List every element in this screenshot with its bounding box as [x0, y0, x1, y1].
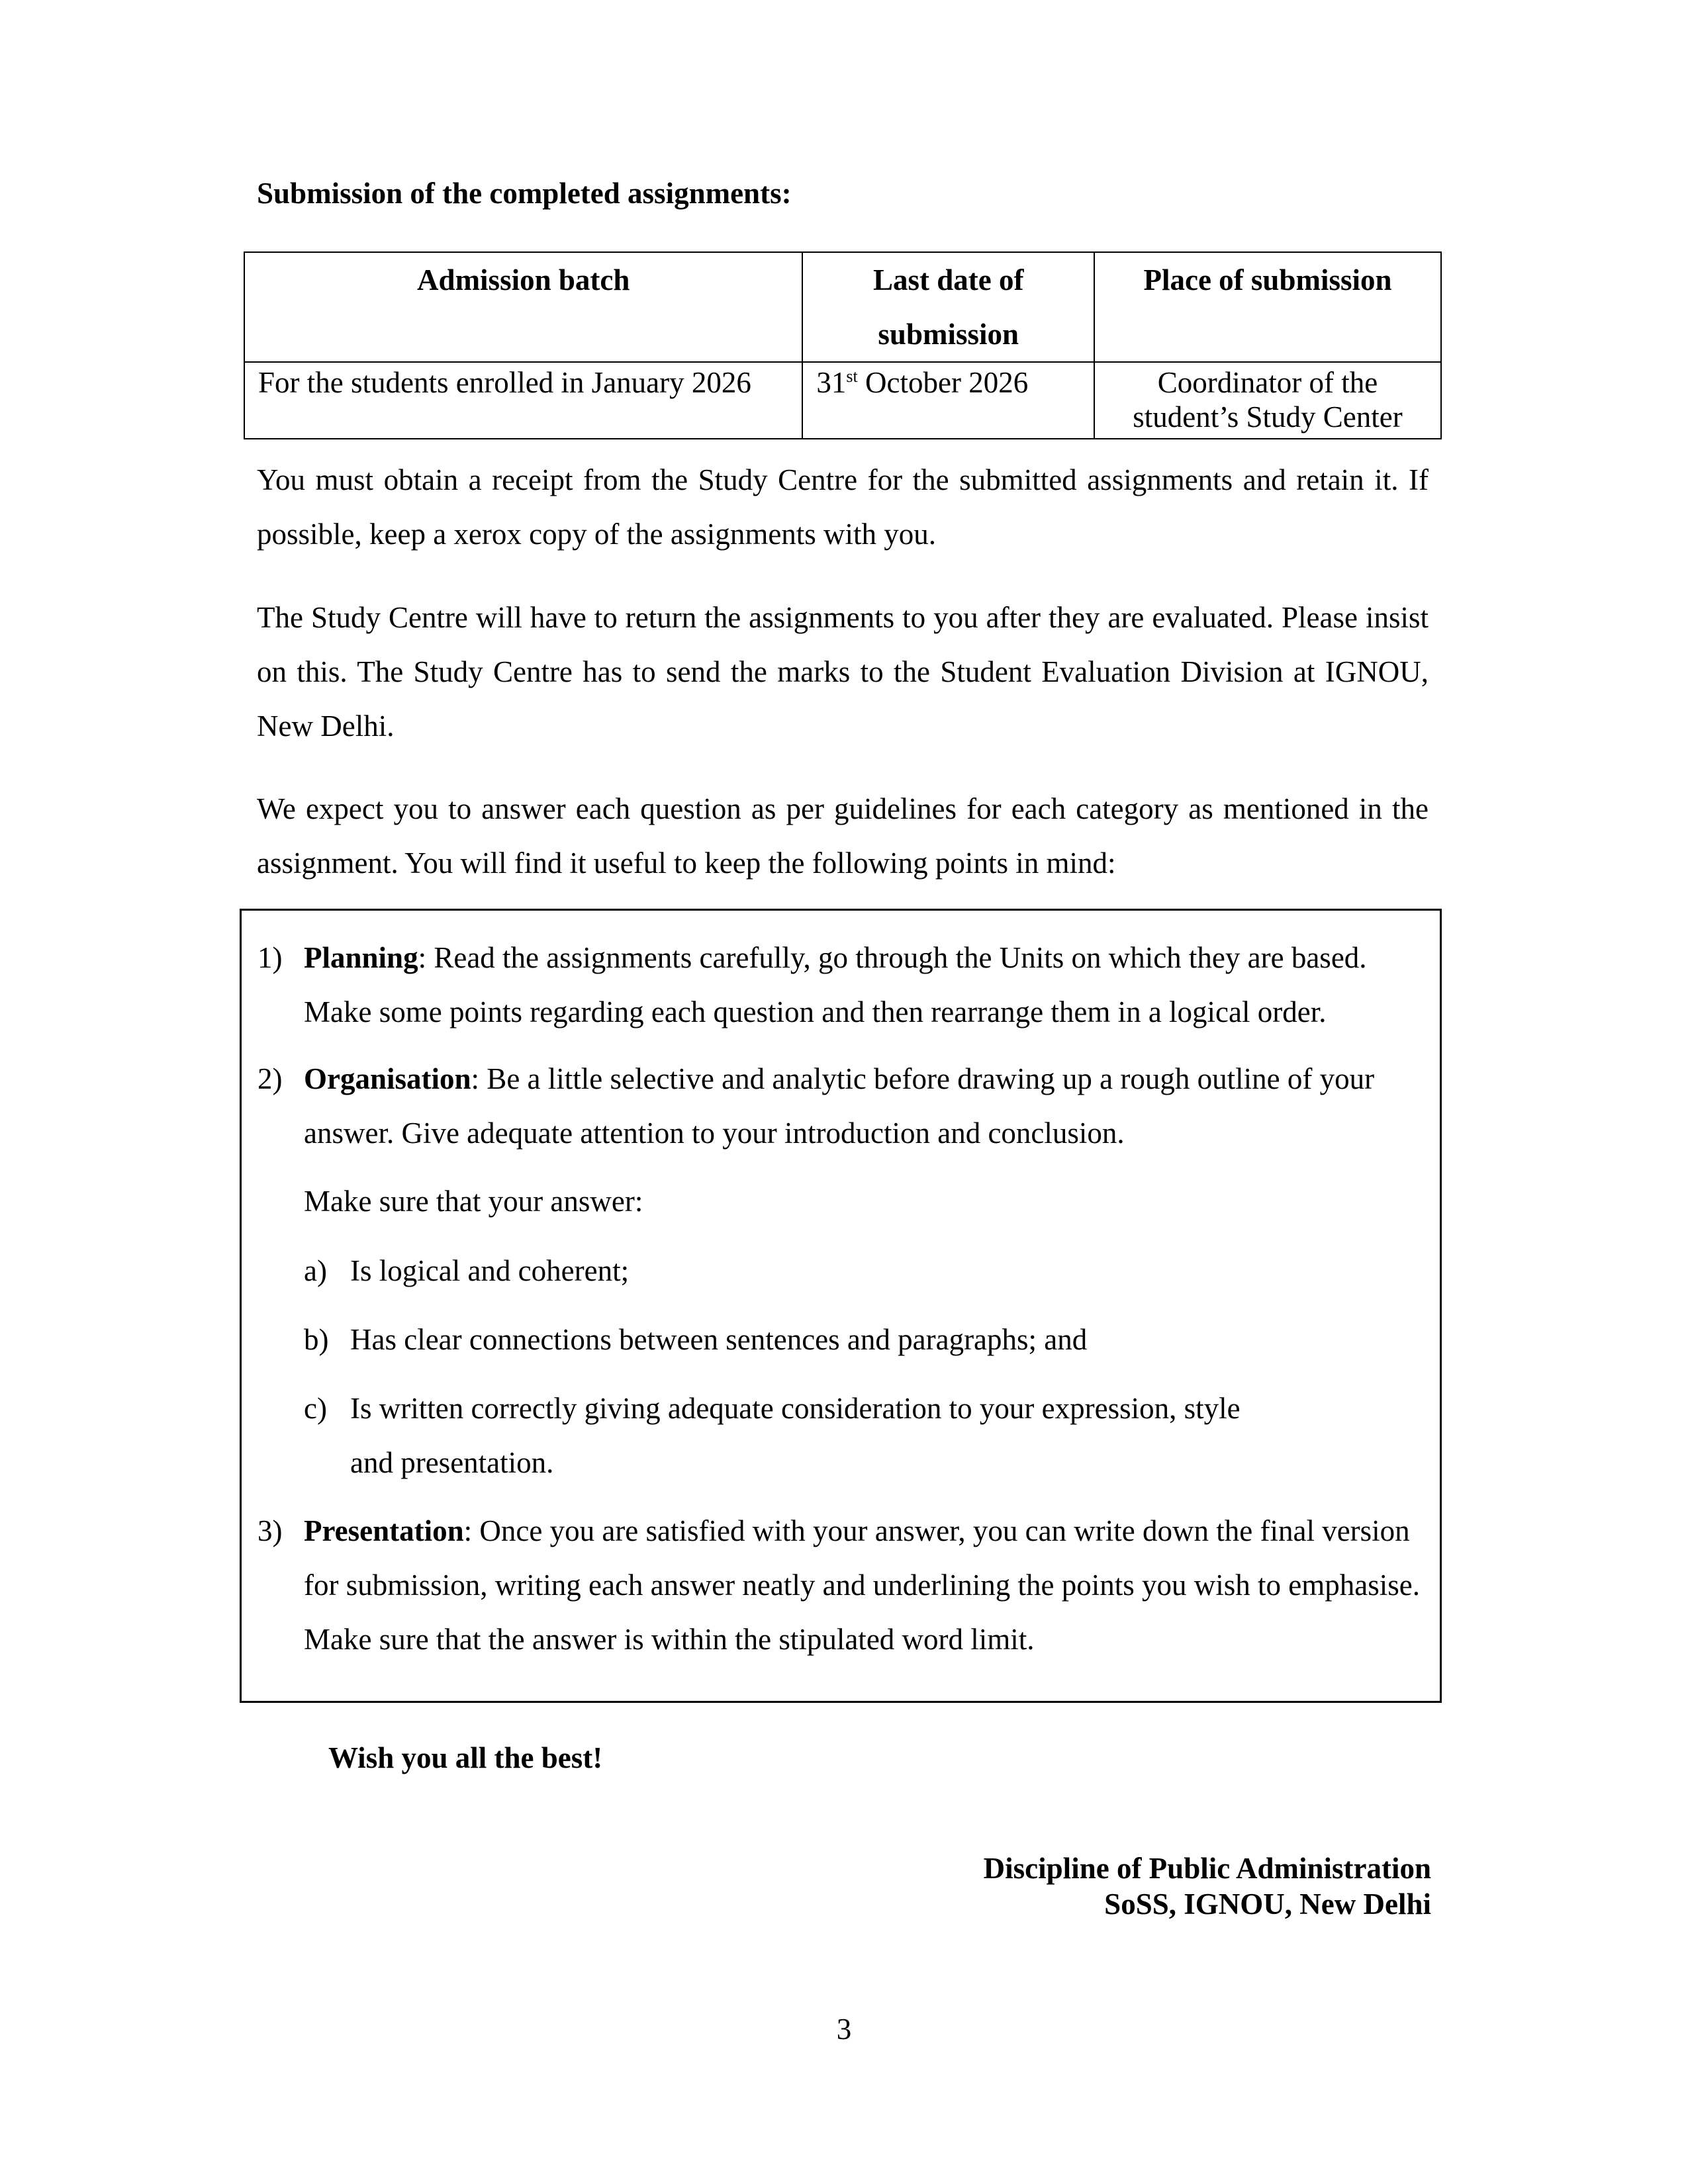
point-3-term: Presentation	[304, 1514, 464, 1547]
cell-date	[802, 362, 1094, 439]
sub-b-text: Has clear connections between sentences and paragraphs; and	[350, 1323, 1088, 1356]
table-header-row	[244, 252, 1441, 362]
sub-a-text: Is logical and coherent;	[350, 1254, 630, 1287]
guidelines-box	[240, 909, 1442, 1703]
point-3-number: 3)	[258, 1514, 283, 1547]
date-rest: October 2026	[857, 366, 1029, 399]
paragraph-receipt: You must obtain a receipt from the Study Centre for the submitted assignments and retain it. If possible, keep a xerox copy of the assignments with you.	[257, 463, 1429, 551]
signature-line-2: SoSS, IGNOU, New Delhi	[1104, 1888, 1431, 1921]
signature-line-1: Discipline of Public Administration	[983, 1852, 1431, 1885]
paragraph-expect: We expect you to answer each question as per guidelines for each category as mentioned in the assignment. You will find it useful to keep the following points in mind:	[257, 792, 1429, 880]
paragraph-return: The Study Centre will have to return the assignments to you after they are evaluated. Please insist on this. The Study Centre has to send the marks to the Student Evaluation Division at IGNOU, New Delhi.	[257, 601, 1429, 743]
point-1	[304, 931, 1423, 1039]
point-2-term: Organisation	[304, 1062, 471, 1095]
make-sure-text: Make sure that your answer:	[304, 1185, 643, 1218]
page-number: 3	[836, 2013, 852, 2046]
section-heading: Submission of the completed assignments:	[257, 177, 792, 210]
point-2	[304, 1052, 1423, 1160]
submission-table	[244, 251, 1442, 439]
point-1-text: : Read the assignments carefully, go through the Units on which they are based. Make some points regarding each question and then rearrange them in a logical order.	[304, 941, 1367, 1028]
point-3-text: : Once you are satisfied with your answer, you can write down the final version for submission, writing each answer neatly and underlining the points you wish to emphasise. Make sure that the answer is within the stipulated word limit.	[304, 1514, 1420, 1656]
point-2-text: : Be a little selective and analytic before drawing up a rough outline of your answer. Give adequate attention to your introduction and conclusion.	[304, 1062, 1375, 1150]
header-admission-batch: Admission batch	[244, 252, 802, 362]
header-place: Place of submission	[1094, 252, 1441, 362]
cell-batch: For the students enrolled in January 2026	[244, 362, 802, 439]
date-suffix: st	[846, 367, 858, 386]
sub-a-number: a)	[304, 1254, 327, 1287]
sub-c-text: Is written correctly giving adequate consideration to your expression, style and presentation.	[350, 1392, 1241, 1479]
cell-place: Coordinator of the student’s Study Center	[1094, 362, 1441, 439]
point-1-number: 1)	[258, 941, 283, 974]
table-row	[244, 362, 1441, 439]
point-3	[304, 1504, 1423, 1666]
sub-b-number: b)	[304, 1323, 329, 1356]
date-day: 31	[816, 366, 847, 399]
signature-block	[984, 1850, 1431, 1922]
closing-wish: Wish you all the best!	[328, 1741, 603, 1774]
sub-c-number: c)	[304, 1392, 327, 1425]
point-2-number: 2)	[258, 1062, 283, 1095]
header-last-date: Last date of submission	[802, 252, 1094, 362]
point-1-term: Planning	[304, 941, 418, 974]
